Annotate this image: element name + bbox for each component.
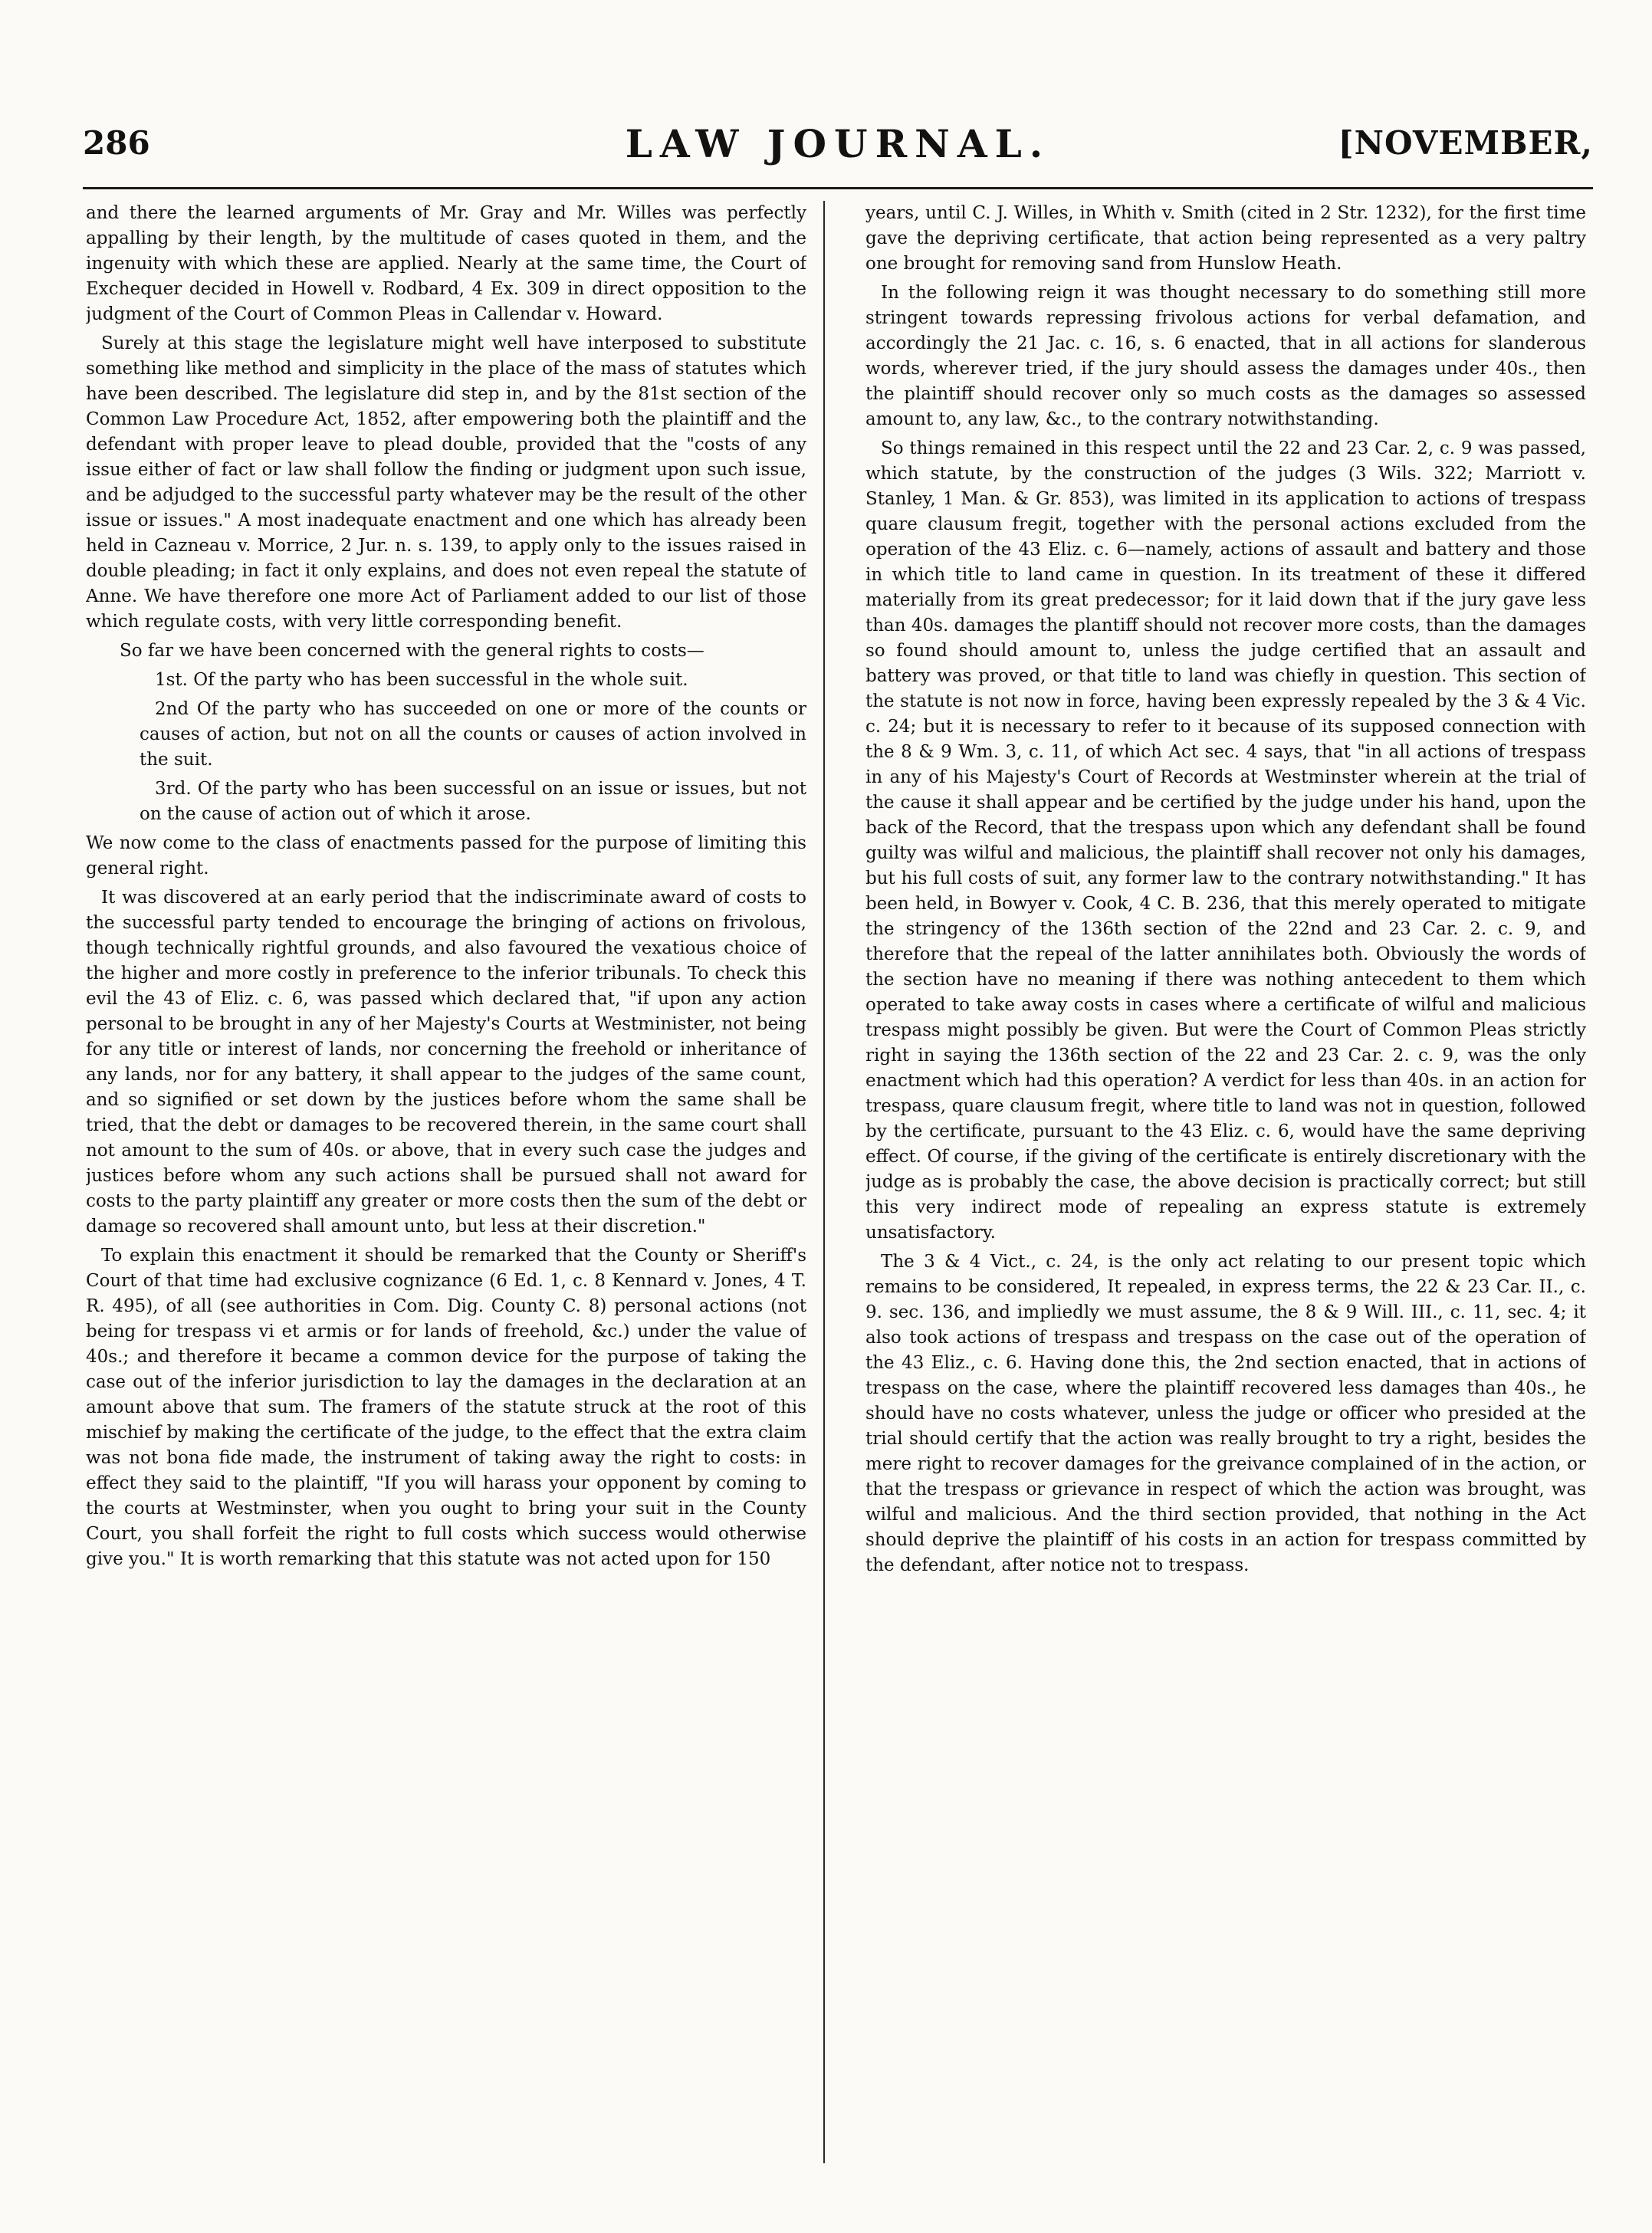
list-item: 3rd. Of the party who has been successful on an issue or issues, but not on the cause of action out of which it arose. bbox=[140, 779, 806, 824]
column-divider bbox=[823, 201, 825, 2163]
page-header bbox=[83, 115, 1593, 170]
left-column bbox=[86, 201, 806, 2175]
paragraph: In the following reign it was thought necessary to do something still more stringent towards repressing frivolous actions for verbal defamation, and accordingly the 21 Jac. c. 16, s. 6 enacted, that in all actions for slanderous words, wherever tried, if the jury should assess the damages under 40s., then the plaintiff should recover only so much costs as the damages so assessed amount to, any law, &c., to the contrary notwithstanding. bbox=[865, 283, 1586, 429]
paragraph: To explain this enactment it should be remarked that the County or Sheriff's Court of that time had exclusive cognizance (6 Ed. 1, c. 8 Kennard v. Jones, 4 T. R. 495), of all (see authorities in Com. Dig. County C. 8) personal actions (not being for trespass vi et armis or for lands of freehold, &c.) under the value of 40s.; and therefore it became a common device for the purpose of taking the case out of the inferior jurisdiction to lay the damages in the declaration at an amount above that sum. The framers of the statute struck at the root of this mischief by making the certificate of the judge, to the effect that the extra claim was not bona fide made, the instrument of taking away the right to costs: in effect they said to the plaintiff, "If you will harass your opponent by coming to the courts at Westminster, when you ought to bring your suit in the County Court, you shall forfeit the right to full costs which success would otherwise give you." It is worth remarking that this statute was not acted upon for 150 bbox=[86, 1246, 806, 1569]
paragraph: and there the learned arguments of Mr. Gray and Mr. Willes was perfectly appalling by their length, by the multitude of cases quoted in them, and the ingenuity with which these are applied. Nearly at the same time, the Court of Exchequer decided in Howell v. Rodbard, 4 Ex. 309 in direct opposition to the judgment of the Court of Common Pleas in Callendar v. Howard. bbox=[86, 203, 806, 324]
paragraph: We now come to the class of enactments passed for the purpose of limiting this general right. bbox=[86, 833, 806, 878]
issue-month: [NOVEMBER, bbox=[1338, 124, 1593, 162]
paragraph: Surely at this stage the legislature might well have interposed to substitute something like method and simplicity in the place of the mass of statutes which have been described. The legislature did step in, and by the 81st section of the Common Law Procedure Act, 1852, after empowering both the plaintiff and the defendant with proper leave to plead double, provided that the "costs of any issue either of fact or law shall follow the finding or judgment upon such issue, and be adjudged to the successful party whatever may be the result of the other issue or issues." A most inadequate enactment and one which has already been held in Cazneau v. Morrice, 2 Jur. n. s. 139, to apply only to the issues raised in double pleading; in fact it only explains, and does not even repeal the statute of Anne. We have therefore one more Act of Parliament added to our list of those which regulate costs, with very little corresponding benefit. bbox=[86, 333, 806, 632]
header-rule bbox=[83, 187, 1593, 189]
right-column bbox=[865, 201, 1586, 2175]
paragraph: The 3 & 4 Vict., c. 24, is the only act relating to our present topic which remains to be considered, It repealed, in express terms, the 22 & 23 Car. II., c. 9. sec. 136, and impliedly we must assume, the 8 & 9 Will. III., c. 11, sec. 4; it also took actions of trespass and trespass on the case out of the operation of the 43 Eliz., c. 6. Having done this, the 2nd section enacted, that in actions of trespass on the case, where the plaintiff recovered less damages than 40s., he should have no costs whatever, unless the judge or officer who presided at the trial should certify that the action was really brought to try a right, besides the mere right to recover damages for the greivance complained of in the action, or that the trespass or grievance in respect of which the action was brought, was wilful and malicious. And the third section provided, that nothing in the Act should deprive the plaintiff of his costs in an action for trespass committed by the defendant, after notice not to trespass. bbox=[865, 1252, 1586, 1575]
list-item: 1st. Of the party who has been successful in the whole suit. bbox=[155, 670, 688, 690]
paragraph: So far we have been concerned with the general rights to costs— bbox=[120, 641, 704, 661]
journal-title: LAW JOURNAL. bbox=[625, 121, 1051, 166]
paragraph: It was discovered at an early period that the indiscriminate award of costs to the successful party tended to encourage the bringing of actions on frivolous, though technically rightful grounds, and also favoured the vexatious choice of the higher and more costly in preference to the inferior tribunals. To check this evil the 43 of Eliz. c. 6, was passed which declared that, "if upon any action personal to be brought in any of her Majesty's Courts at Westminister, not being for any title or interest of lands, nor concerning the freehold or inheritance of any lands, nor for any battery, it shall appear to the judges of the same count, and so signified or set down by the justices before whom the same shall be tried, that the debt or damages to be recovered therein, in the same court shall not amount to the sum of 40s. or above, that in every such case the judges and justices before whom any such actions shall be pursued shall not award for costs to the party plaintiff any greater or more costs then the sum of the debt or damage so recovered shall amount unto, but less at their discretion." bbox=[86, 888, 806, 1236]
list-item: 2nd Of the party who has succeeded on one or more of the counts or causes of action, but not on all the counts or causes of action involved in the suit. bbox=[140, 699, 806, 770]
paragraph: years, until C. J. Willes, in Whith v. Smith (cited in 2 Str. 1232), for the first time gave the depriving certificate, that action being represented as a very paltry one brought for removing sand from Hunslow Heath. bbox=[865, 203, 1586, 274]
page-number: 286 bbox=[83, 124, 150, 162]
paragraph: So things remained in this respect until the 22 and 23 Car. 2, c. 9 was passed, which statute, by the construction of the judges (3 Wils. 322; Marriott v. Stanley, 1 Man. & Gr. 853), was limited in its application to actions of trespass quare clausum fregit, together with the personal actions excluded from the operation of the 43 Eliz. c. 6—namely, actions of assault and battery and those in which title to land came in question. In its treatment of these it differed materially from its great predecessor; for it laid down that if the jury gave less than 40s. damages the plantiff should not recover more costs, than the damages so found should amount to, unless the judge certified that an assault and battery was proved, or that title to land was chiefly in question. This section of the statute is not now in force, having been expressly repealed by the 3 & 4 Vic. c. 24; but it is necessary to refer to it because of its supposed connection with the 8 & 9 Wm. 3, c. 11, of which Act sec. 4 says, that "in all actions of trespass in any of his Majesty's Court of Records at Westminster wherein at the trial of the cause it shall appear and be certified by the judge under his hand, upon the back of the Record, that the trespass upon which any defendant shall be found guilty was wilful and malicious, the plaintiff shall recover not only his damages, but his full costs of suit, any former law to the contrary notwithstanding." It has been held, in Bowyer v. Cook, 4 C. B. 236, that this merely operated to mitigate the stringency of the 136th section of the 22nd and 23 Car. 2. c. 9, and therefore that the repeal of the latter annihilates both. Obviously the words of the section have no meaning if there was nothing antecedent to them which operated to take away costs in cases where a certificate of wilful and malicious trespass might possibly be given. But were the Court of Common Pleas strictly right in saying the 136th section of the 22 and 23 Car. 2. c. 9, was the only enactment which had this operation? A verdict for less than 40s. in an action for trespass, quare clausum fregit, where title to land was not in question, followed by the certificate, pursuant to the 43 Eliz. c. 6, would have the same depriving effect. Of course, if the giving of the certificate is entirely discretionary with the judge as is probably the case, the above decision is practically correct; but still this very indirect mode of repealing an express statute is extremely unsatisfactory. bbox=[865, 438, 1586, 1243]
